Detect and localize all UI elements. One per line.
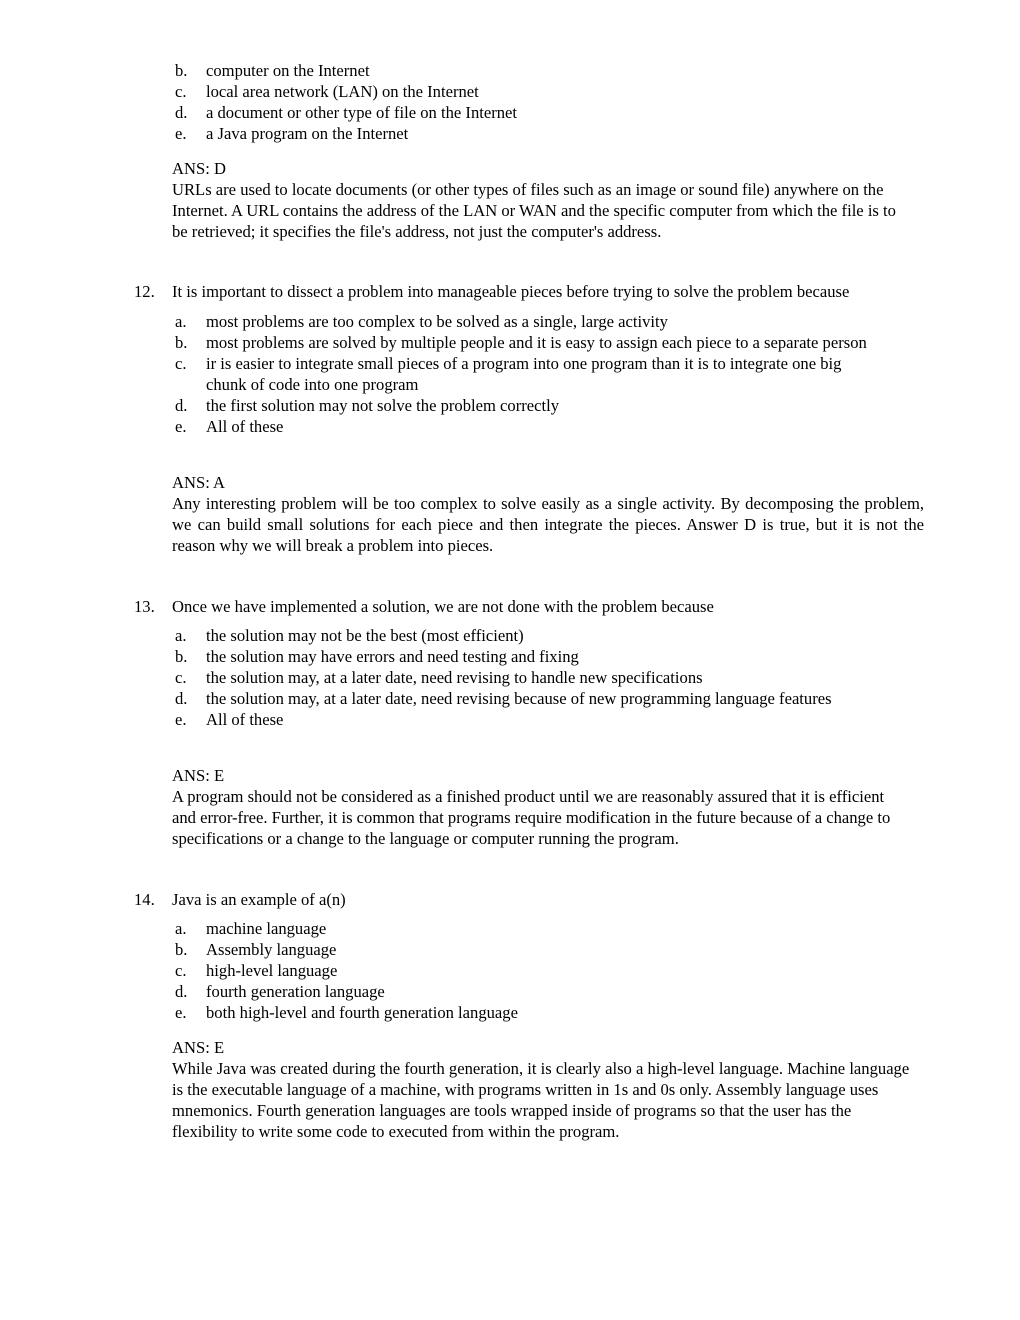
question-number: 13. — [134, 597, 155, 616]
answer-explanation: While Java was created during the fourth generation, it is clearly also a high-level language. Machine language is the executable language of a machine, with programs written in 1s and 0s only. Assembly language uses mnemonics. Fourth generation languages are tools wrapped inside of programs so that the user has the flexibility to write some code to executed from within the program. — [172, 1059, 910, 1141]
option-item — [172, 311, 872, 332]
option-text: the solution may, at a later date, need revising to handle new specifications — [206, 668, 703, 687]
question-number: 12. — [134, 282, 155, 301]
option-item — [172, 395, 872, 416]
option-item — [172, 667, 872, 688]
option-text: a document or other type of file on the Internet — [206, 103, 518, 122]
option-text: computer on the Internet — [206, 61, 370, 80]
option-text: Assembly language — [206, 940, 337, 959]
option-item — [172, 646, 872, 667]
option-letter: e. — [175, 710, 187, 729]
option-letter: c. — [175, 668, 187, 687]
answer-explanation: URLs are used to locate documents (or other types of files such as an image or sound file) anywhere on the Internet. A URL contains the address of the LAN or WAN and the specific computer from which the file is to be retrieved; it specifies the file's address, not just the computer's address. — [172, 180, 896, 241]
question-13-options — [172, 625, 872, 730]
answer-block — [172, 765, 912, 849]
option-letter: e. — [175, 417, 187, 436]
option-letter: e. — [175, 1003, 187, 1022]
option-text: ir is easier to integrate small pieces of a program into one program than it is to integrate one big chunk of code into one program — [206, 354, 842, 394]
option-item — [172, 625, 872, 646]
option-item — [172, 60, 872, 81]
option-letter: c. — [175, 354, 187, 373]
answer-label: ANS: D — [172, 159, 226, 178]
option-text: the solution may not be the best (most efficient) — [206, 626, 524, 645]
answer-block — [172, 1037, 920, 1142]
option-text: fourth generation language — [206, 982, 385, 1001]
option-item — [172, 332, 872, 353]
option-text: local area network (LAN) on the Internet — [206, 82, 479, 101]
option-letter: c. — [175, 961, 187, 980]
option-item — [172, 416, 872, 437]
option-text: All of these — [206, 417, 284, 436]
option-letter: d. — [175, 982, 188, 1001]
answer-explanation: Any interesting problem will be too complex to solve easily as a single activity. By decomposing the problem, we can build small solutions for each piece and then integrate the pieces. Answer D is true, but it is not the reason why we will break a problem into pieces. — [172, 494, 924, 555]
option-text: the solution may have errors and need testing and fixing — [206, 647, 579, 666]
option-letter: c. — [175, 82, 187, 101]
option-item — [172, 102, 872, 123]
option-item — [172, 688, 872, 709]
option-text: most problems are too complex to be solved as a single, large activity — [206, 312, 668, 331]
option-letter: b. — [175, 333, 188, 352]
answer-label: ANS: E — [172, 1038, 225, 1057]
answer-explanation: A program should not be considered as a finished product until we are reasonably assured that it is efficient and error-free. Further, it is common that programs require modification in the future because of a change to specifications or a change to the language or computer running the program. — [172, 787, 891, 848]
question-text: Once we have implemented a solution, we are not done with the problem because — [172, 597, 714, 616]
answer-label: ANS: E — [172, 766, 225, 785]
option-letter: a. — [175, 626, 187, 645]
option-item — [172, 939, 872, 960]
answer-block — [172, 472, 924, 556]
option-item — [172, 1002, 872, 1023]
option-text: both high-level and fourth generation language — [206, 1003, 518, 1022]
option-text: machine language — [206, 919, 327, 938]
question-12-options — [172, 311, 872, 437]
option-letter: d. — [175, 689, 188, 708]
option-letter: b. — [175, 647, 188, 666]
option-letter: b. — [175, 61, 188, 80]
option-text: a Java program on the Internet — [206, 124, 409, 143]
option-item — [172, 81, 872, 102]
option-letter: a. — [175, 312, 187, 331]
question-number: 14. — [134, 890, 155, 909]
question-text: Java is an example of a(n) — [172, 890, 346, 909]
question-14-options — [172, 918, 872, 1023]
answer-block — [172, 158, 908, 242]
option-text: All of these — [206, 710, 284, 729]
option-text: the first solution may not solve the problem correctly — [206, 396, 559, 415]
option-letter: d. — [175, 103, 188, 122]
answer-label: ANS: A — [172, 473, 226, 492]
option-letter: b. — [175, 940, 188, 959]
option-letter: d. — [175, 396, 188, 415]
option-item — [172, 981, 872, 1002]
option-item — [172, 918, 872, 939]
option-item — [172, 960, 872, 981]
option-text: high-level language — [206, 961, 338, 980]
option-letter: e. — [175, 124, 187, 143]
option-item — [172, 123, 872, 144]
option-text: most problems are solved by multiple people and it is easy to assign each piece to a separate person — [206, 333, 867, 352]
option-text: the solution may, at a later date, need revising because of new programming language features — [206, 689, 832, 708]
question-text: It is important to dissect a problem into manageable pieces before trying to solve the problem because — [172, 282, 850, 301]
option-letter: a. — [175, 919, 187, 938]
continuation-options — [172, 60, 872, 144]
option-item — [172, 709, 872, 730]
option-item — [172, 353, 872, 395]
